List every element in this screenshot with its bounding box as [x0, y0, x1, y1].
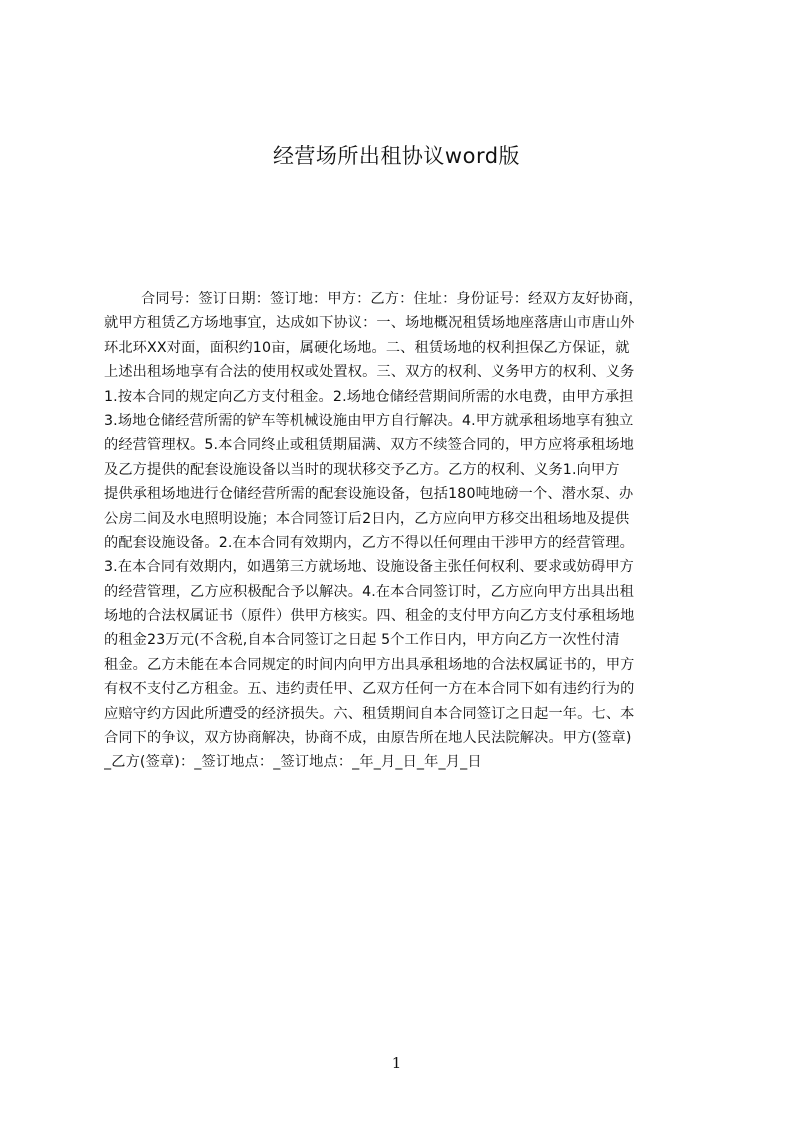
body-line-2: 就甲方租赁乙方场地事宜，达成如下协议：一、场地概况租赁场地座落唐山市唐山外	[104, 315, 635, 332]
body-line-20: _乙方(签章)：_签订地点：_签订地点：_年_月_日_年_月_日	[104, 754, 482, 771]
body-line-1: 合同号：签订日期：签订地：甲方：乙方：住址：身份证号：经双方友好协商，	[141, 291, 643, 307]
body-line-15: 的租金23万元(不含税,自本合同签订之日起 5个工作日内，甲方向乙方一次性付清	[104, 632, 620, 649]
body-line-18: 应赔守约方因此所遭受的经济损失。六、租赁期间自本合同签订之日起一年。七、本	[104, 705, 635, 722]
body-line-9: 提供承租场地进行仓储经营所需的配套设施设备，包括180吨地磅一个、潜水泵、办	[104, 486, 634, 503]
body-line-7: 的经营管理权。5.本合同终止或租赁期届满、双方不续签合同的，甲方应将承租场地	[104, 437, 634, 454]
body-line-5: 1.按本合同的规定向乙方支付租金。2.场地仓储经营期间所需的水电费，由甲方承担	[104, 388, 634, 405]
body-line-8: 及乙方提供的配套设施设备以当时的现状移交予乙方。乙方的权利、义务1.向甲方	[104, 461, 620, 478]
body-line-11: 的配套设施设备。2.在本合同有效期内，乙方不得以任何理由干涉甲方的经营管理。	[104, 534, 634, 551]
body-line-12: 3.在本合同有效期内，如遇第三方就场地、设施设备主张任何权利、要求或妨碍甲方	[104, 559, 634, 576]
body-line-16: 租金。乙方未能在本合同规定的时间内向甲方出具承租场地的合法权属证书的，甲方	[104, 656, 635, 673]
contract-body	[104, 287, 704, 775]
body-line-14: 场地的合法权属证书（原件）供甲方核实。四、租金的支付甲方向乙方支付承租场地	[104, 608, 635, 625]
body-line-3: 环北环XX对面，面积约10亩，属硬化场地。二、租赁场地的权利担保乙方保证，就	[104, 339, 630, 356]
body-line-13: 的经营管理，乙方应积极配合予以解决。4.在本合同签订时，乙方应向甲方出具出租	[104, 583, 634, 600]
body-line-4: 上述出租场地享有合法的使用权或处置权。三、双方的权利、义务甲方的权利、义务	[104, 364, 635, 381]
body-line-10: 公房二间及水电照明设施；本合同签订后2日内，乙方应向甲方移交出租场地及提供	[104, 510, 630, 527]
document-title: 经营场所出租协议word版	[272, 144, 521, 168]
body-line-6: 3.场地仓储经营所需的铲车等机械设施由甲方自行解决。4.甲方就承租场地享有独立	[104, 412, 634, 429]
page-number: 1	[391, 1054, 402, 1072]
body-line-19: 合同下的争议，双方协商解决，协商不成，由原告所在地人民法院解决。甲方(签章)	[104, 730, 632, 747]
body-line-17: 有权不支付乙方租金。五、违约责任甲、乙双方任何一方在本合同下如有违约行为的	[104, 681, 635, 698]
